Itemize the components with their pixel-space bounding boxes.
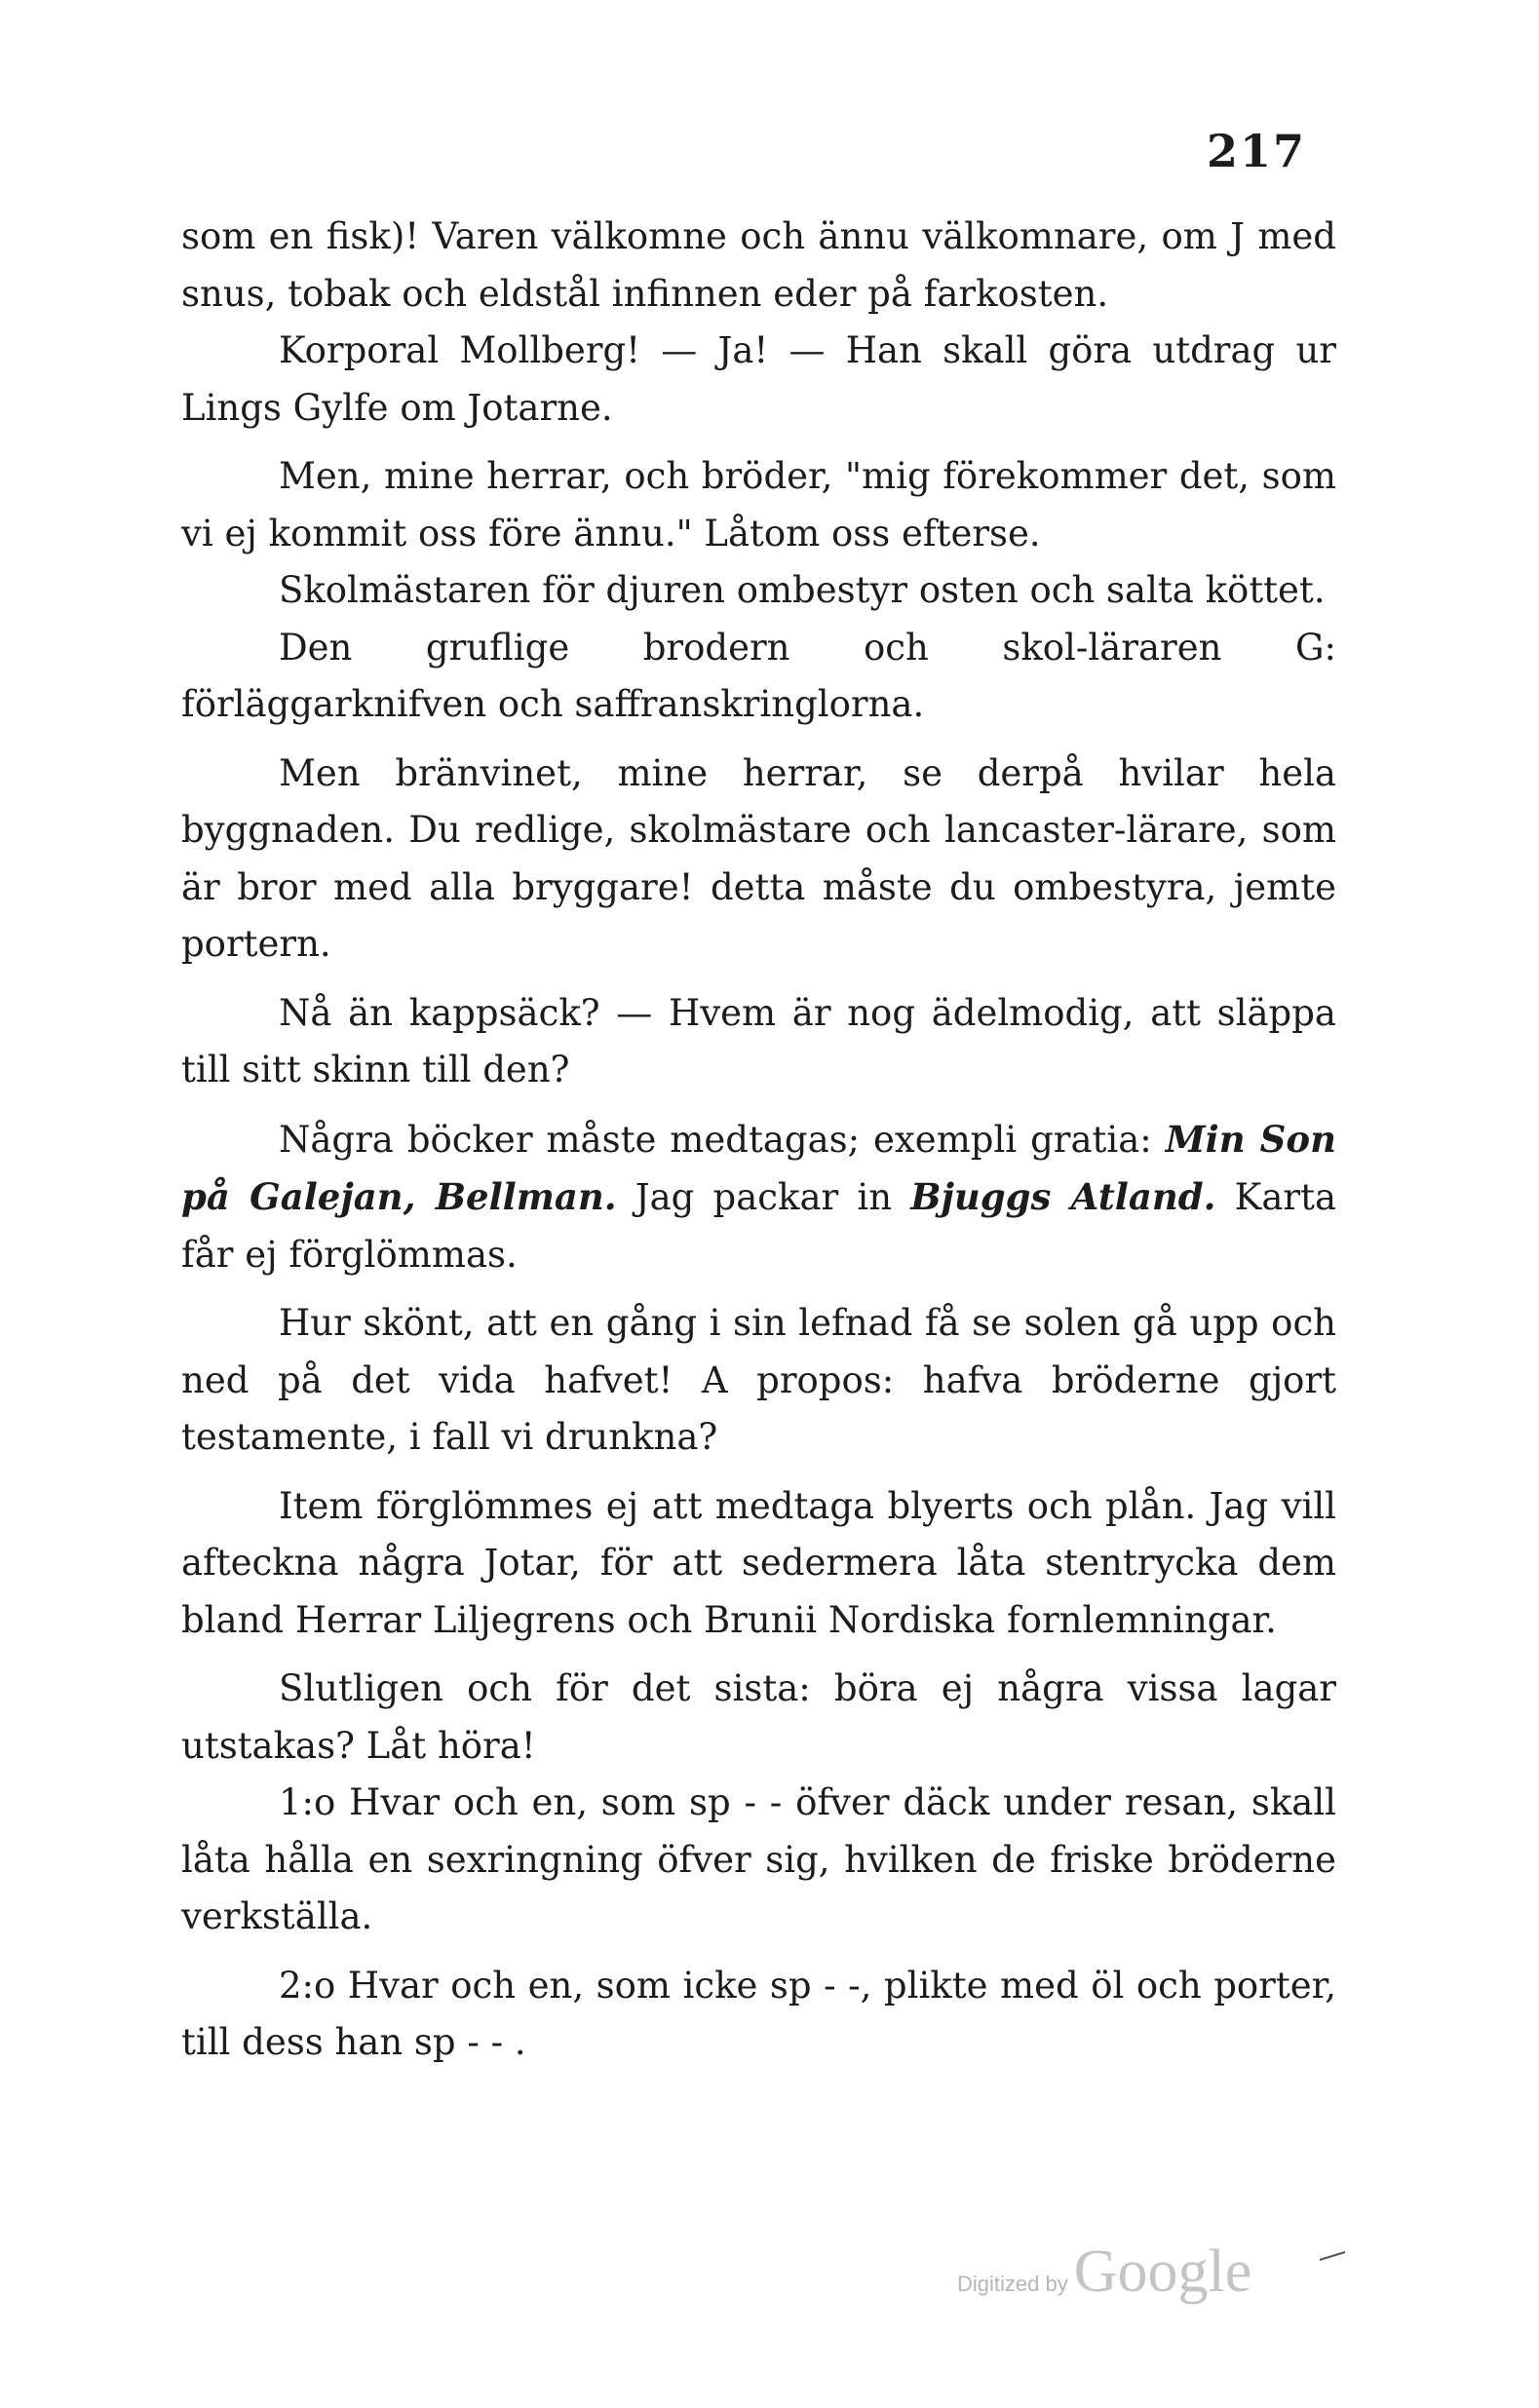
paragraph: Skolmästaren för djuren ombestyr osten och salta köttet. bbox=[279, 569, 1326, 611]
paragraph: Item förglömmes ej att medtaga blyerts och plån. Jag vill afteckna några Jotar, för att sedermera låta stentrycka dem bland Herrar Liljegrens och Brunii Nordiska fornlemningar. bbox=[181, 1484, 1336, 1641]
google-logo: Google bbox=[1073, 2238, 1252, 2305]
book-title: Min Son på Galejan, Bellman. bbox=[181, 1117, 1336, 1218]
paragraph: Hur skönt, att en gång i sin lefnad få se solen gå upp och ned på det vida hafvet! A propos: hafva bröderne gjort testamente, i fall vi drunkna? bbox=[181, 1302, 1336, 1458]
paragraph: 2:o Hvar och en, som icke sp - -, plikte med öl och porter, till dess han sp - - . bbox=[181, 1964, 1336, 2063]
body-text bbox=[181, 209, 1336, 2072]
paragraph-with-titles bbox=[181, 1111, 1336, 1284]
paragraph: Men, mine herrar, och bröder, "mig förekommer det, som vi ej kommit oss före ännu." Låtom oss efterse. bbox=[181, 455, 1336, 554]
paragraph: Den gruflige brodern och skol-läraren G: förläggarknifven och saffranskringlorna. bbox=[181, 626, 1336, 725]
ink-mark bbox=[1318, 2251, 1347, 2261]
paragraph: Slutligen och för det sista: böra ej några vissa lagar utstakas? Låt höra! bbox=[181, 1667, 1336, 1767]
page-number: 217 bbox=[1207, 125, 1307, 177]
paragraph: 1:o Hvar och en, som sp - - öfver däck under resan, skall låta hålla en sexringning öfver sig, hvilken de friske bröderne verkställa. bbox=[181, 1781, 1336, 1937]
digitized-by-label: Digitized by bbox=[957, 2272, 1068, 2296]
paragraph: Men bränvinet, mine herrar, se derpå hvilar hela byggnaden. Du redlige, skolmästare och lancaster-lärare, som är bror med alla bryggare! detta måste du ombestyra, jemte portern. bbox=[181, 751, 1336, 965]
paragraph-text: Jag packar in bbox=[616, 1176, 911, 1218]
book-title: Bjuggs Atland. bbox=[910, 1175, 1216, 1218]
paragraph-text: Karta får ej förglömmas. bbox=[181, 1176, 1336, 1276]
paragraph-text: Några böcker måste medtagas; exempli gratia: bbox=[279, 1118, 1166, 1161]
paragraph: Korporal Mollberg! — Ja! — Han skall göra utdrag ur Lings Gylfe om Jotarne. bbox=[181, 329, 1336, 429]
paragraph: som en fisk)! Varen välkomne och ännu välkomnare, om J med snus, tobak och eldstål infinnen eder på farkosten. bbox=[181, 215, 1336, 315]
paragraph: Nå än kappsäck? — Hvem är nog ädelmodig, att släppa till sitt skinn till den? bbox=[181, 991, 1336, 1090]
digitized-watermark bbox=[957, 2237, 1251, 2307]
